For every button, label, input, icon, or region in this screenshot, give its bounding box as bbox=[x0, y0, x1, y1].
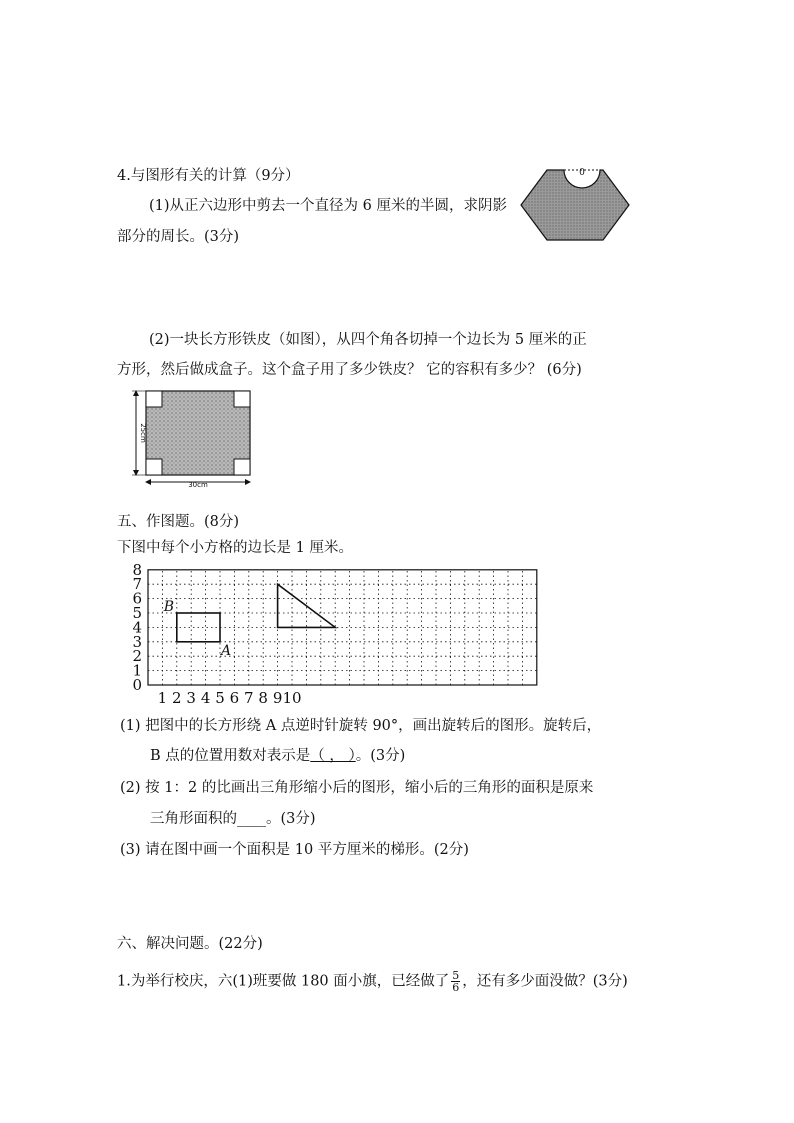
q4-part2-line2: 方形，然后做成盒子。这个盒子用了多少铁皮？ 它的容积有多少？ (6分) bbox=[117, 362, 582, 378]
s5-q2-answer-blank[interactable]: ____ bbox=[237, 811, 266, 827]
sheet-height-label: 25cm bbox=[139, 423, 147, 443]
x-tick-label: 8 bbox=[258, 689, 268, 707]
q4-part1-line1: (1)从正六边形中剪去一个直径为 6 厘米的半圆，求阴影 bbox=[149, 198, 507, 214]
x-tick-label: 6 bbox=[229, 689, 240, 707]
y-tick-label: 2 bbox=[132, 647, 142, 666]
q4-part1-line2: 部分的周长。(3分) bbox=[117, 229, 240, 245]
hexagon-center-label: 0 bbox=[579, 168, 585, 178]
s5-q1-line1: (1) 把图中的长方形绕 A 点逆时针旋转 90°，画出旋转后的图形。旋转后， bbox=[120, 718, 602, 734]
corner-square-top-left bbox=[146, 391, 162, 407]
y-tick-label: 1 bbox=[132, 661, 142, 680]
x-tick-label: 9 bbox=[272, 689, 283, 707]
x-tick-label: 2 bbox=[172, 689, 182, 707]
q4-part2-line1: (2)一块长方形铁皮（如图），从四个角各切掉一个边长为 5 厘米的正 bbox=[149, 332, 587, 348]
y-tick-label: 0 bbox=[132, 676, 142, 694]
fraction-numerator: 5 bbox=[452, 969, 460, 982]
corner-square-bottom-right bbox=[234, 459, 250, 475]
point-b-label: B bbox=[163, 599, 175, 615]
corner-square-top-right bbox=[234, 391, 250, 407]
x-tick-label: 3 bbox=[186, 689, 196, 707]
s5-intro: 下图中每个小方格的边长是 1 厘米。 bbox=[117, 540, 353, 556]
point-a-label: A bbox=[221, 642, 232, 659]
y-tick-label: 7 bbox=[132, 575, 142, 594]
y-tick-label: 5 bbox=[132, 604, 142, 622]
s6-p1-pre: 1.为举行校庆，六(1)班要做 180 面小旗，已经做了 bbox=[117, 973, 450, 990]
s5-q3: (3) 请在图中画一个面积是 10 平方厘米的梯形。(2分) bbox=[120, 842, 469, 858]
s5-q2-line2 bbox=[150, 809, 316, 829]
coordinate-grid bbox=[130, 560, 550, 708]
s6-problem-1 bbox=[117, 970, 628, 993]
s5-q1-answer-blank[interactable]: （ ， ） bbox=[310, 748, 356, 764]
y-tick-label: 8 bbox=[132, 560, 142, 579]
s5-q1-line2 bbox=[150, 746, 405, 766]
hexagon-shaded-region bbox=[521, 170, 629, 240]
fraction-five-sixths bbox=[451, 970, 460, 993]
q4-heading: 4.与图形有关的计算（9分） bbox=[117, 168, 300, 184]
x-tick-label: 7 bbox=[244, 689, 254, 707]
s6-p1-post: ，还有多少面没做？(3分) bbox=[462, 973, 628, 990]
corner-square-bottom-left bbox=[146, 459, 162, 475]
x-tick-label: 5 bbox=[215, 689, 225, 707]
x-tick-label: 4 bbox=[200, 689, 211, 707]
s5-q2-line2-post: 。(3分) bbox=[266, 811, 316, 827]
s5-heading: 五、作图题。(8分) bbox=[117, 514, 240, 530]
sheet-figure bbox=[127, 388, 257, 488]
x-tick-label: 1 bbox=[157, 689, 168, 707]
hexagon-figure bbox=[519, 165, 631, 243]
fraction-denominator: 6 bbox=[452, 981, 460, 994]
s5-q1-line2-pre: B 点的位置用数对表示是 bbox=[150, 748, 311, 764]
sheet-width-label: 30cm bbox=[188, 481, 208, 489]
y-tick-label: 6 bbox=[132, 589, 142, 608]
s5-q2-line1: (2) 按 1：2 的比画出三角形缩小后的图形，缩小后的三角形的面积是原来 bbox=[120, 780, 594, 796]
y-tick-label: 3 bbox=[132, 632, 142, 651]
s5-q2-line2-pre: 三角形面积的 bbox=[150, 811, 237, 827]
s6-heading: 六、解决问题。(22分) bbox=[117, 936, 263, 952]
y-tick-label: 4 bbox=[132, 618, 142, 637]
s5-q1-line2-post: 。(3分) bbox=[355, 748, 406, 764]
x-tick-label: 10 bbox=[282, 689, 302, 707]
